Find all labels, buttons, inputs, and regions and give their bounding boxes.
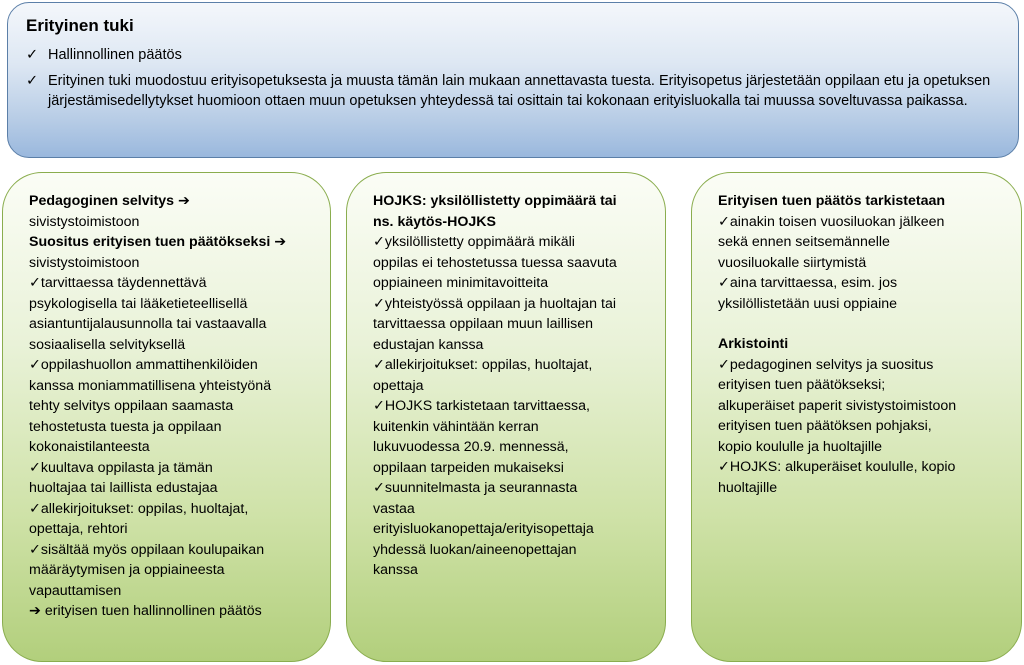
- text-line: huoltajaa tai laillista edustajaa: [29, 480, 218, 496]
- text-line: ✓pedagoginen selvitys ja suositus: [718, 356, 934, 373]
- text-line: ✓sisältää myös oppilaan koulupaikan: [29, 541, 265, 558]
- pedagogical-assessment-box: [2, 172, 331, 662]
- section-heading: Pedagoginen selvitys ➔: [29, 193, 190, 209]
- section-heading: Arkistointi: [718, 336, 789, 352]
- text-line: kanssa moniammatillisena yhteistyönä: [29, 377, 272, 394]
- text-line: ➔ erityisen tuen hallinnollinen päätös: [29, 603, 262, 619]
- text-line: oppiaineen minimitavoitteita: [373, 275, 549, 291]
- text-line: sivistystoimistoon: [29, 213, 140, 230]
- text-line: psykologisella tai lääketieteellisellä: [29, 295, 248, 312]
- text-line: opettaja: [373, 377, 424, 394]
- text-line: oppilas ei tehostetussa tuessa saavuta: [373, 254, 617, 271]
- decision-review-box: [691, 172, 1022, 662]
- text-line: tarvittaessa oppilaan muun laillisen: [373, 316, 594, 332]
- text-line: kanssa: [373, 562, 418, 578]
- text-line: yksilöllistetään uusi oppiaine: [718, 295, 898, 312]
- section-heading: ns. käytös-HOJKS: [373, 213, 496, 230]
- spacer: [718, 314, 997, 334]
- section-heading: HOJKS: yksilöllistetty oppimäärä tai: [373, 193, 617, 209]
- text-line: kuitenkin vähintään kerran: [373, 418, 539, 435]
- special-support-header-box: [7, 2, 1019, 158]
- text-line: ✓tarvittaessa täydennettävä: [29, 275, 207, 291]
- header-item-text: Erityinen tuki muodostuu erityisopetuksesta ja muusta tämän lain mukaan annettavasta tuesta. Erityisopetus järjestetään oppilaan etu ja opetuksen järjestämisedellytykset huomioon ottaen muun opetuksen yhteydessä tai osittain tai kokonaan erityisluokalla tai muussa soveltuvassa paikassa.: [48, 73, 991, 109]
- text-line: vapauttamisen: [29, 582, 122, 599]
- text-line: tehty selvitys oppilaan saamasta: [29, 398, 234, 414]
- text-line: vuosiluokalle siirtymistä: [718, 254, 867, 271]
- text-line: määräytymisen ja oppiaineesta: [29, 562, 225, 578]
- section-heading: Suositus erityisen tuen päätökseksi ➔: [29, 234, 287, 250]
- text-line: sosiaalisella selvityksellä: [29, 336, 186, 353]
- text-line: lukuvuodessa 20.9. mennessä,: [373, 439, 569, 455]
- text-line: erityisluokanopettaja/erityisopettaja: [373, 521, 594, 537]
- text-line: ✓allekirjoitukset: oppilas, huoltajat,: [29, 500, 249, 517]
- text-line: huoltajille: [718, 479, 778, 496]
- text-line: vastaa: [373, 500, 415, 517]
- text-line: ✓yhteistyössä oppilaan ja huoltajan tai: [373, 295, 616, 312]
- text-line: ✓yksilöllistetty oppimäärä mikäli: [373, 234, 575, 250]
- text-line: erityisen tuen päätökseksi;: [718, 377, 886, 393]
- text-line: sekä ennen seitsemännelle: [718, 234, 890, 250]
- text-line: ✓suunnitelmasta ja seurannasta: [373, 480, 578, 496]
- text-line: edustajan kanssa: [373, 336, 484, 353]
- text-line: ✓oppilashuollon ammattihenkilöiden: [29, 357, 258, 373]
- text-line: ✓aina tarvittaessa, esim. jos: [718, 275, 898, 291]
- text-line: alkuperäiset paperit sivistystoimistoon: [718, 397, 957, 414]
- text-line: tehostetusta tuesta ja oppilaan: [29, 418, 222, 435]
- checkmark-icon: ✓: [26, 73, 39, 89]
- text-line: ✓HOJKS: alkuperäiset koululle, kopio: [718, 459, 956, 475]
- text-line: ✓HOJKS tarkistetaan tarvittaessa,: [373, 398, 590, 414]
- text-line: asiantuntijalausunnolla tai vastaavalla: [29, 316, 267, 332]
- text-line: kopio koululle ja huoltajille: [718, 438, 883, 455]
- text-line: ✓kuultava oppilasta ja tämän: [29, 459, 213, 476]
- checkmark-icon: ✓: [26, 47, 39, 63]
- header-title: Erityinen tuki: [26, 16, 134, 35]
- text-line: ✓ainakin toisen vuosiluokan jälkeen: [718, 213, 945, 230]
- text-line: opettaja, rehtori: [29, 521, 128, 537]
- text-line: oppilaan tarpeiden mukaiseksi: [373, 459, 564, 476]
- text-line: yhdessä luokan/aineenopettajan: [373, 541, 577, 558]
- hojks-box: [346, 172, 666, 662]
- section-heading: Erityisen tuen päätös tarkistetaan: [718, 193, 946, 209]
- text-line: ✓allekirjoitukset: oppilas, huoltajat,: [373, 357, 593, 373]
- header-item-text: Hallinnollinen päätös: [48, 47, 182, 63]
- header-item: [26, 45, 1000, 65]
- text-line: sivistystoimistoon: [29, 254, 140, 271]
- text-line: erityisen tuen päätöksen pohjaksi,: [718, 418, 932, 434]
- text-line: kokonaistilanteesta: [29, 439, 150, 455]
- header-item: [26, 71, 1000, 111]
